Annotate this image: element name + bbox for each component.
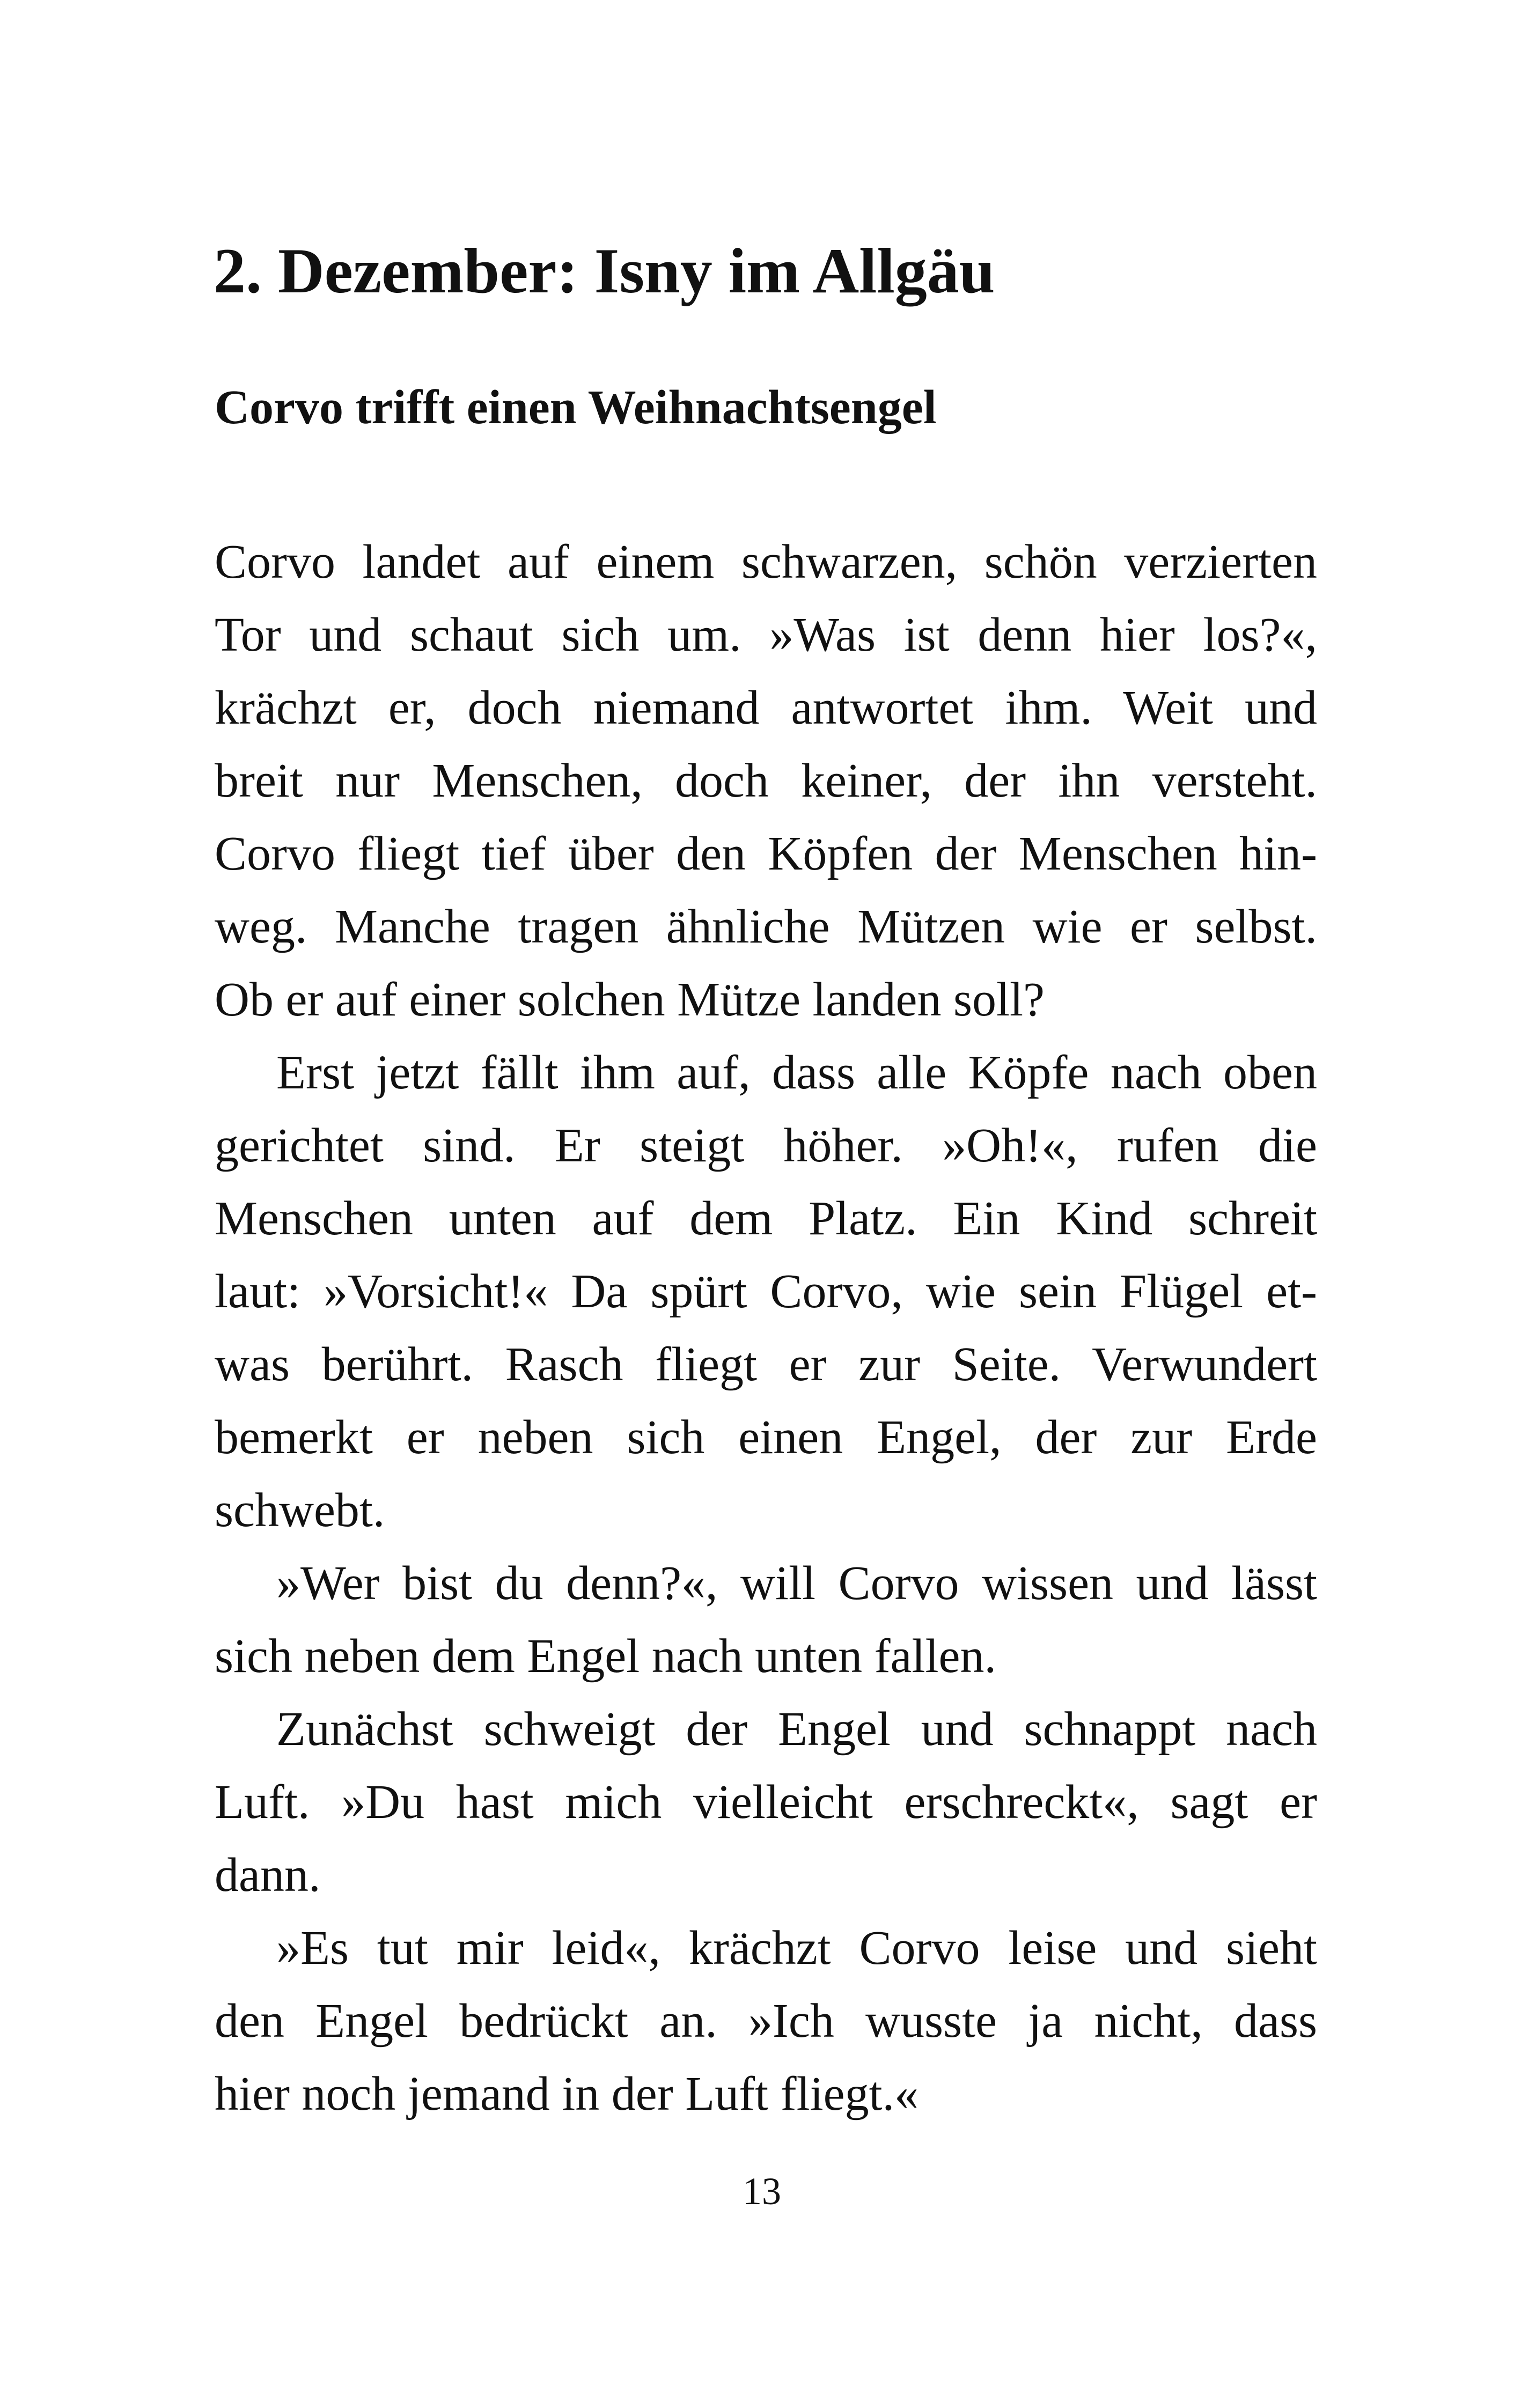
text-line: weg. Manche tragen ähnliche Mützen wie er selbst.	[215, 900, 1317, 953]
text-line: Zunächst schweigt der Engel und schnappt nach	[276, 1703, 1317, 1756]
text-line: Tor und schaut sich um. »Was ist denn hier los?«,	[215, 608, 1317, 661]
text-line: sich neben dem Engel nach unten fallen.	[215, 1630, 996, 1683]
text-line: was berührt. Rasch fliegt er zur Seite. Verwundert	[215, 1338, 1317, 1391]
text-line: Ob er auf einer solchen Mütze landen soll?	[215, 973, 1045, 1026]
text-line: Menschen unten auf dem Platz. Ein Kind schreit	[215, 1192, 1317, 1245]
text-line: »Es tut mir leid«, krächzt Corvo leise und sieht	[276, 1921, 1317, 1975]
text-line: bemerkt er neben sich einen Engel, der zur Erde	[215, 1411, 1317, 1464]
text-line: Luft. »Du hast mich vielleicht erschreckt«, sagt er	[215, 1776, 1317, 1829]
text-line: krächzt er, doch niemand antwortet ihm. Weit und	[215, 681, 1317, 734]
text-line: dann.	[215, 1849, 321, 1902]
text-line: schwebt.	[215, 1484, 385, 1537]
text-line: laut: »Vorsicht!« Da spürt Corvo, wie sein Flügel et-	[215, 1265, 1317, 1318]
text-line: Erst jetzt fällt ihm auf, dass alle Köpfe nach oben	[276, 1046, 1317, 1099]
text-line: hier noch jemand in der Luft fliegt.«	[215, 2067, 919, 2120]
text-line: gerichtet sind. Er steigt höher. »Oh!«, rufen die	[215, 1119, 1317, 1172]
page-number: 13	[743, 2170, 781, 2213]
body-text	[215, 526, 1317, 2131]
chapter-title: 2. Dezember: Isny im Allgäu	[214, 235, 995, 306]
text-line: Corvo landet auf einem schwarzen, schön verzierten	[215, 535, 1317, 588]
text-line: breit nur Menschen, doch keiner, der ihn versteht.	[215, 754, 1317, 807]
text-line: Corvo fliegt tief über den Köpfen der Menschen hin-	[215, 827, 1317, 880]
text-line: »Wer bist du denn?«, will Corvo wissen und lässt	[276, 1557, 1317, 1610]
chapter-subtitle: Corvo trifft einen Weihnachtsengel	[215, 381, 937, 434]
text-line: den Engel bedrückt an. »Ich wusste ja nicht, dass	[215, 1994, 1317, 2048]
